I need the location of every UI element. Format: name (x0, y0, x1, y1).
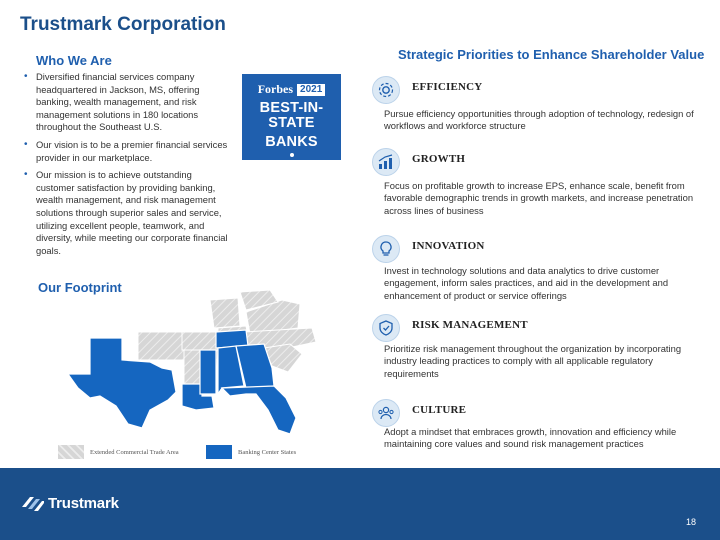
badge-line-2: BANKS (265, 134, 318, 150)
priority-desc: Prioritize risk management throughout the organization by incorporating industry leading practices to comply with all applicable regulatory requirements (384, 343, 682, 379)
list-item: • Our mission is to achieve outstanding customer satisfaction by providing banking, wealth management, and risk management solutions through superior sales and service, utilizing excellent people, teamwork, and diversity, while meeting our corporate financial goals. (24, 169, 232, 257)
list-item: • Our vision is to be a premier financial services provider in our marketplace. (24, 139, 232, 164)
strategic-priorities-heading: Strategic Priorities to Enhance Shareholder Value (398, 47, 705, 62)
legend-banking-center-states (206, 445, 296, 459)
badge-dot (290, 153, 294, 157)
list-item: • Diversified financial services company headquartered in Jackson, MS, offering banking, wealth management, and risk management solutions in 180 locations throughout the Southeast U.S. (24, 71, 232, 134)
lightbulb-icon (372, 235, 400, 263)
priority-desc: Pursue efficiency opportunities through adoption of technology, redesign of workflows and workforce structure (384, 108, 694, 132)
priority-name: GROWTH (412, 153, 466, 165)
trustmark-logo (20, 493, 119, 513)
trustmark-mark-icon (20, 493, 44, 513)
legend-swatch-gray (58, 445, 84, 459)
forbes-year: 2021 (297, 84, 325, 96)
footprint-heading: Our Footprint (38, 280, 122, 295)
page-number: 18 (685, 517, 696, 527)
logo-text: Trustmark (48, 494, 119, 512)
legend-extended-trade-area (58, 445, 179, 459)
priority-name: EFFICIENCY (412, 81, 483, 93)
growth-chart-icon (372, 148, 400, 176)
legend-label: Banking Center States (238, 448, 297, 456)
legend-swatch-blue (206, 445, 232, 459)
badge-line-1: BEST-IN-STATE (259, 100, 324, 131)
who-we-are-list (24, 71, 232, 262)
forbes-brand: Forbes (257, 82, 294, 96)
who-we-are-heading: Who We Are (36, 53, 112, 68)
people-icon (372, 399, 400, 427)
priority-desc: Focus on profitable growth to increase EPS, enhance scale, benefit from favorable demographic trends in growth markets, and increase penetration across lines of business (384, 180, 694, 216)
priority-name: RISK MANAGEMENT (412, 319, 528, 331)
priority-desc: Adopt a mindset that embraces growth, innovation and efficiency while maintaining core values and sound risk management practices (384, 426, 677, 450)
map-oklahoma (138, 332, 186, 360)
shield-icon (372, 314, 400, 342)
priority-desc: Invest in technology solutions and data analytics to drive customer engagement, inform sales practices, and aid in the development and enhancement of product or service offerings (384, 265, 669, 301)
priority-name: INNOVATION (412, 240, 485, 252)
forbes-best-in-state-badge (242, 74, 341, 164)
legend-label: Extended Commercial Trade Area (90, 448, 179, 456)
page-title: Trustmark Corporation (20, 14, 226, 35)
map-florida (222, 386, 296, 434)
footer-bar (0, 468, 720, 540)
footprint-map (50, 288, 360, 438)
map-mississippi (200, 350, 216, 394)
badge-powered-by: POWERED BY STATISTA (261, 159, 322, 164)
priority-name: CULTURE (412, 404, 467, 416)
map-indiana-ohio (210, 298, 240, 328)
gear-cycle-icon (372, 76, 400, 104)
map-missouri (182, 332, 218, 350)
